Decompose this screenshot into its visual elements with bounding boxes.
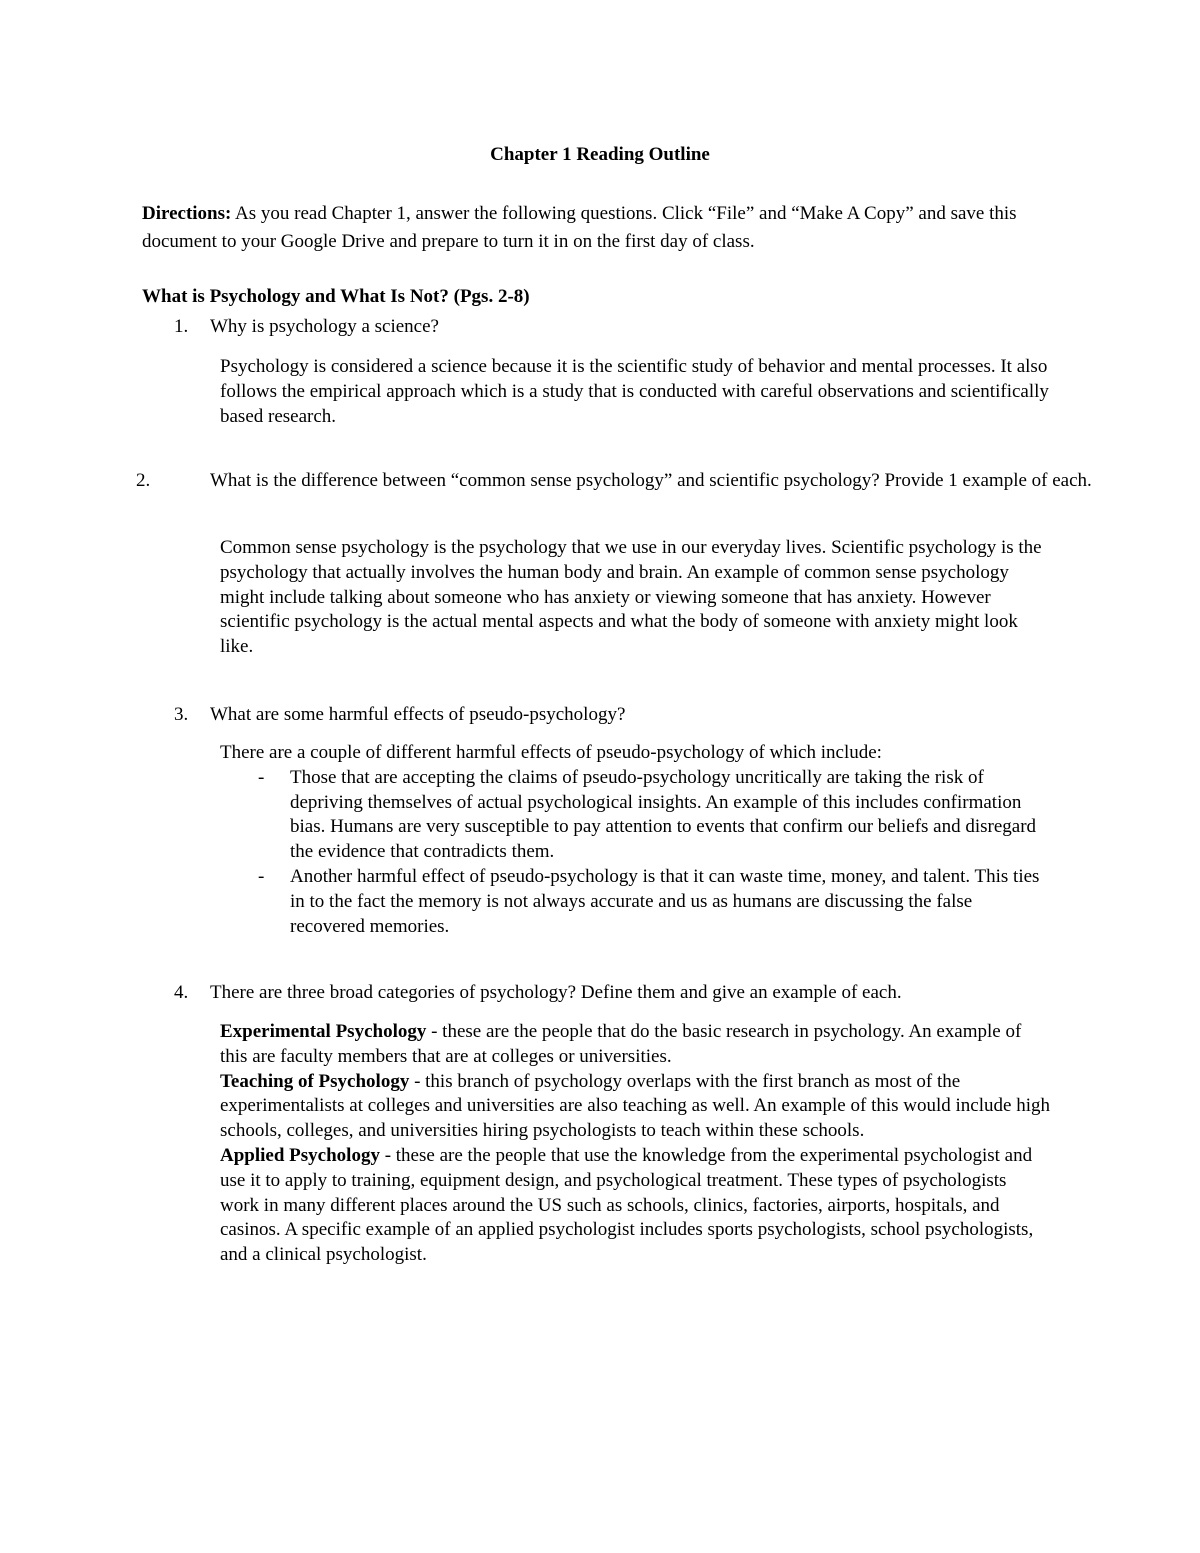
answer-3 (220, 741, 1050, 939)
category-name: Experimental Psychology (220, 1021, 427, 1042)
bullet-text: Those that are accepting the claims of pseudo-psychology uncritically are taking the risk of depriving themselves of actual psychological insights. An example of this includes confirmation bias. Humans are very susceptible to pay attention to events that confirm our beliefs and disregard the evidence that contradicts them. (290, 766, 1037, 863)
category-text: - these are the people that use the knowledge from the experimental psychologist and use it to apply to training, equipment design, and psychological treatment. These types of psychologists work in many different places around the US such as schools, clinics, factories, airports, hospitals, and casinos. A specific example of an applied psychologist includes sports psychologists, school psychologists, and a clinical psychologist. (220, 1144, 1034, 1266)
category-entry (220, 1070, 1050, 1144)
question-number: 1. (174, 316, 189, 337)
category-text: - this branch of psychology overlaps with the first branch as most of the experimentalists at colleges and universities are also teaching as well. An example of this would include high schools, colleges, and universities hiring psychologists to teach within these schools. (220, 1070, 1050, 1142)
category-entry (220, 1020, 1050, 1070)
list-item (220, 865, 1050, 939)
bullet-text: Another harmful effect of pseudo-psychology is that it can waste time, money, and talent. This ties in to the fact the memory is not always accurate and us as humans are discussing the false recovered memories. (290, 865, 1040, 937)
question-2 (136, 467, 1092, 495)
page-title: Chapter 1 Reading Outline (490, 144, 710, 165)
question-text: What is the difference between “common sense psychology” and scientific psychology? Provide 1 example of each. (210, 470, 1092, 491)
bullet-list (220, 766, 1050, 940)
question-number: 3. (174, 704, 189, 725)
bullet-marker: - (258, 766, 265, 788)
section-heading: What is Psychology and What Is Not? (Pgs. 2-8) (142, 286, 530, 307)
directions-paragraph (142, 200, 1062, 256)
answer-1: Psychology is considered a science because it is the scientific study of behavior and mental processes. It also follows the empirical approach which is a study that is conducted with careful observations and scientifically based research. (220, 356, 1049, 427)
answer-4 (220, 1020, 1050, 1268)
question-text: Why is psychology a science? (210, 316, 439, 337)
category-name: Teaching of Psychology (220, 1070, 410, 1092)
question-1 (174, 313, 1054, 341)
category-name: Applied Psychology (220, 1144, 380, 1166)
question-text: There are three broad categories of psychology? Define them and give an example of each. (210, 982, 902, 1003)
directions-label: Directions: (142, 203, 232, 224)
question-3 (174, 701, 1054, 729)
bullet-marker: - (258, 865, 265, 887)
answer-2: Common sense psychology is the psychology that we use in our everyday lives. Scientific psychology is the psychology that actually involves the human body and brain. An example of common sense psychology might include talking about someone who has anxiety or viewing someone that has anxiety. However scientific psychology is the actual mental aspects and what the body of someone with anxiety might look like. (220, 537, 1042, 658)
category-text: - these are the people that do the basic research in psychology. An example of this are faculty members that are at colleges or universities. (220, 1021, 1022, 1067)
question-number: 4. (174, 982, 189, 1003)
category-entry (220, 1144, 1050, 1268)
question-text: What are some harmful effects of pseudo-psychology? (210, 704, 626, 725)
question-4 (174, 979, 1054, 1007)
list-item (220, 766, 1050, 865)
question-number: 2. (136, 470, 151, 491)
directions-text: As you read Chapter 1, answer the following questions. Click “File” and “Make A Copy” and save this document to your Google Drive and prepare to turn it in on the first day of class. (142, 203, 1017, 252)
answer-intro: There are a couple of different harmful effects of pseudo-psychology of which include: (220, 742, 882, 763)
